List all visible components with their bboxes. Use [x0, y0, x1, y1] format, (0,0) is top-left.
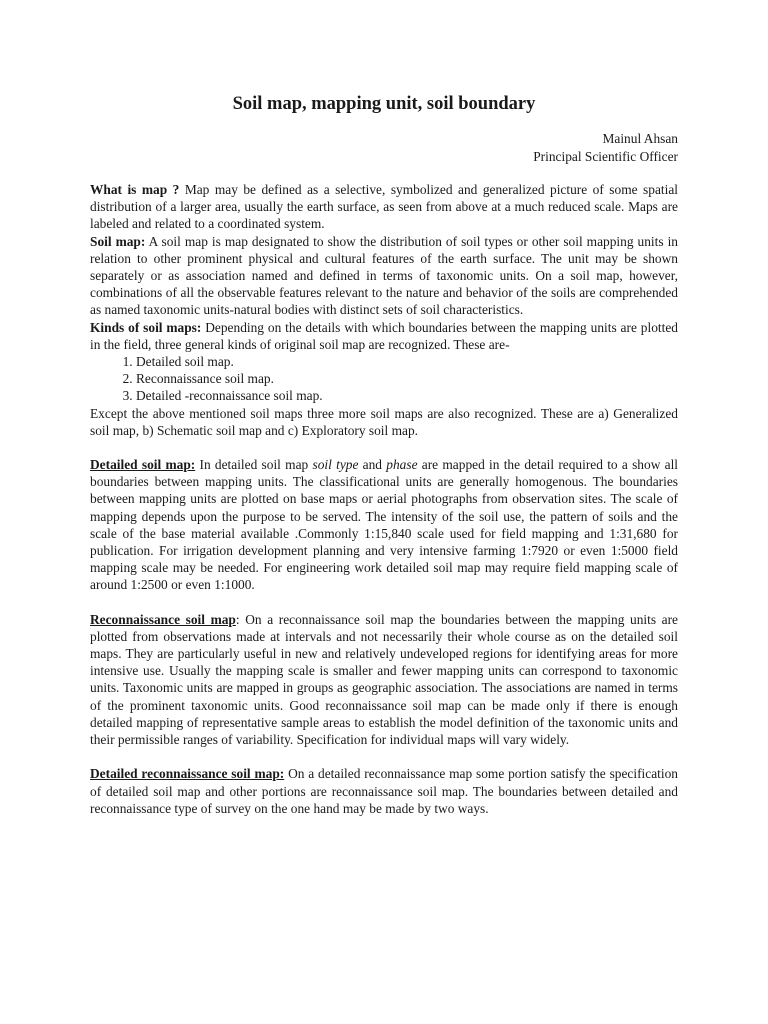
detailed-heading: Detailed soil map:: [90, 457, 196, 473]
detailed-text-a: In detailed soil map: [195, 457, 313, 473]
document-page: [90, 92, 678, 817]
author-position: Principal Scientific Officer: [533, 148, 678, 164]
kinds-paragraph: [90, 319, 678, 353]
author-name: Mainul Ahsan: [602, 131, 678, 146]
soil-map-text: A soil map is map designated to show the distribution of soil types or other soil mapping units in relation to other prominent physical and cultural features of the earth surface. The unit may be shown separately or as association named and defined in terms of taxonomic units. On a soil map, however, combinations of all the observable features relevant to the nature and behavior of the soils are comprehended as named taxonomic units-natural bodies with distinct sets of soil characteristics.: [90, 233, 678, 318]
list-item: 1. Detailed soil map.: [136, 353, 678, 370]
kinds-text: Depending on the details with which boundaries between the mapping units are plotted in the field, three general kinds of original soil map are recognized. These are-: [90, 319, 678, 352]
paragraph-gap: [90, 594, 678, 611]
paragraph-gap: [90, 439, 678, 456]
list-item: 2. Reconnaissance soil map.: [136, 370, 678, 387]
detailed-em-soil-type: soil type: [312, 457, 359, 473]
reconnaissance-text: : On a reconnaissance soil map the boundaries between the mapping units are plotted from observations made at intervals and not necessarily their whole course as on the detailed soil maps. They are particularly useful in new and relatively undeveloped regions for identifying areas for more intensive use. Usually the mapping scale is smaller and fewer mapping units can correspond to taxonomic units. Taxonomic units are mapped in groups as geographic association. The associations are named in terms of the prominent taxonomic units. Good reconnaissance soil map can be made only if there is enough detailed mapping of representative sample areas to establish the model definition of the taxonomic units and their permissible ranges of variability. Specification for individual maps will vary widely.: [90, 611, 679, 748]
what-is-map-text: Map may be defined as a selective, symbolized and generalized picture of some spatial distribution of a larger area, usually the earth surface, as seen from above at a much reduced scale. Maps are labeled and related to a coordinated system.: [90, 182, 678, 232]
detailed-text-c: are mapped in the detail required to a show all boundaries between mapping units. The classificational units are generally homogenous. The boundaries between mapping units are plotted on base maps or aerial photographs from observation sites. The scale of mapping depends upon the purpose to be served. The intensity of the soil use, the pattern of soils and the scale of the base material available .Commonly 1:15,840 scale used for field mapping and 1:31,680 for publication. For irrigation development planning and very intensive farming 1:7920 or even 1:5000 field mapping scale may be needed. For engineering work detailed soil map may require field mapping scale of around 1:2500 or even 1:1000.: [90, 457, 679, 593]
list-item: 3. Detailed -reconnaissance soil map.: [136, 387, 678, 404]
detailed-em-phase: phase: [386, 457, 418, 473]
soil-map-heading: Soil map:: [90, 233, 146, 249]
author-block: [90, 130, 678, 165]
what-is-map-paragraph: [90, 181, 678, 233]
document-title: Soil map, mapping unit, soil boundary: [232, 94, 536, 114]
detailed-paragraph: [90, 456, 678, 594]
kinds-heading: Kinds of soil maps:: [90, 319, 202, 335]
detailed-text-b: and: [358, 457, 387, 473]
reconnaissance-paragraph: [90, 611, 678, 749]
kinds-after-text: Except the above mentioned soil maps three more soil maps are also recognized. These are a) Generalized soil map, b) Schematic soil map and c) Exploratory soil map.: [90, 405, 678, 438]
detailed-reconnaissance-paragraph: [90, 765, 678, 817]
detailed-reconnaissance-heading: Detailed reconnaissance soil map:: [90, 766, 285, 782]
reconnaissance-heading: Reconnaissance soil map: [90, 611, 236, 627]
paragraph-gap: [90, 748, 678, 765]
soil-map-paragraph: [90, 233, 678, 319]
what-is-map-heading: What is map ?: [90, 182, 180, 197]
detailed-reconnaissance-text: On a detailed reconnaissance map some portion satisfy the specification of detailed soil map and other portions are reconnaissance soil map. The boundaries between detailed and reconnaissance type of survey on the one hand may be made by two ways.: [90, 766, 678, 816]
kinds-list: [90, 353, 678, 405]
